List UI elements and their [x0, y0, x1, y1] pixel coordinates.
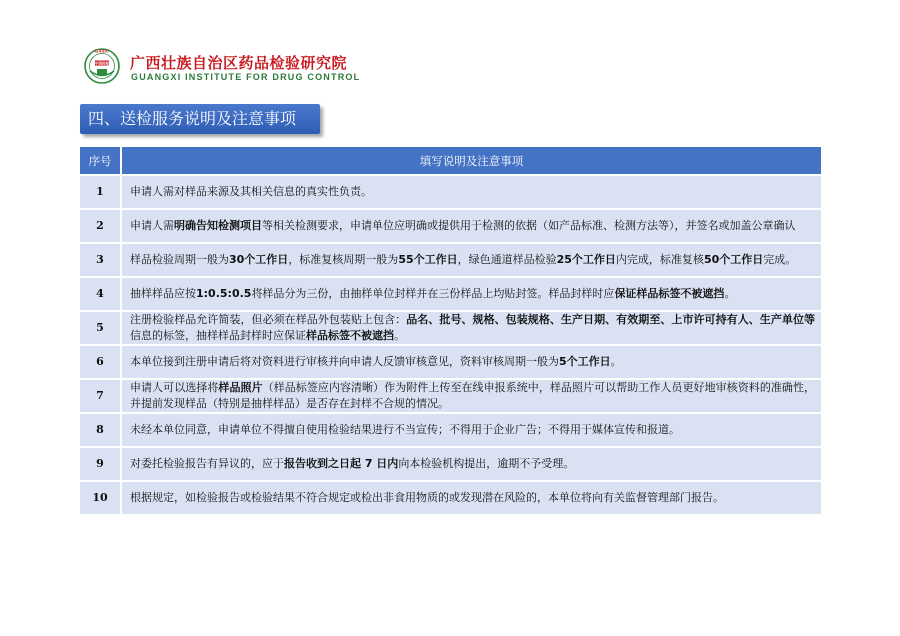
table-row [80, 448, 823, 482]
emphasis-text: 报告收到之日起 7 日内 [284, 457, 399, 470]
org-name-cn: 广西壮族自治区药品检验研究院 [130, 54, 348, 72]
emphasis-text: 30个工作日 [229, 253, 289, 266]
header-number: 序号 [80, 147, 122, 176]
row-number: 9 [80, 448, 122, 482]
header-description: 填写说明及注意事项 [122, 147, 823, 176]
description-text: 信息的标签，抽样样品封样时应保证 [130, 329, 306, 342]
emphasis-text: 50个工作日 [703, 253, 764, 266]
table-row [80, 482, 823, 516]
description-text: 内完成，标准复核 [615, 253, 704, 266]
description-text: 抽样样品应按 [130, 287, 196, 300]
description-text: 注册检验样品允许简装，但必须在样品外包装贴上包含： [130, 313, 407, 326]
description-text: 样品检验周期一般为 [130, 253, 229, 266]
description-text: 。 [724, 287, 736, 300]
description-text: 。 [610, 355, 622, 368]
row-description [122, 312, 823, 346]
notes-table [80, 147, 823, 516]
row-number: 3 [80, 244, 122, 278]
section-title: 四、送检服务说明及注意事项 [80, 104, 320, 134]
table-row [80, 176, 823, 210]
row-description [122, 380, 823, 414]
description-text: 未经本单位同意，申请单位不得擅自使用检验结果进行不当宣传；不得用于企业广告；不得用于媒体宣传和报道。 [130, 423, 680, 436]
table-row [80, 210, 823, 244]
emphasis-text: 5个工作日 [559, 355, 611, 368]
description-text: 。 [394, 329, 405, 342]
row-number: 1 [80, 176, 122, 210]
description-text: 本单位接到注册申请后将对资料进行审核并向申请人反馈审核意见，资料审核周期一般为 [130, 355, 559, 368]
row-number: 2 [80, 210, 122, 244]
row-number: 7 [80, 380, 122, 414]
table-row [80, 380, 823, 414]
row-number: 5 [80, 312, 122, 346]
table-row [80, 312, 823, 346]
description-text: 向本检验机构提出，逾期不予受理。 [398, 457, 575, 470]
emphasis-text: 样品照片 [218, 381, 263, 394]
row-description [122, 278, 823, 312]
description-text: 对委托检验报告有异议的，应于 [130, 457, 284, 470]
emphasis-text: 样品标签不被遮挡 [306, 329, 394, 342]
description-text: （样品标签应内容清晰）作为附件上传至在线申报系统中，样品照片可以帮助工作人员更好地审核资料的准确性，并提前发现样品（特别是抽样样品）是否存在封样不合规的情况。 [130, 381, 816, 410]
institute-logo [82, 46, 122, 86]
row-description [122, 448, 823, 482]
row-number: 10 [80, 482, 122, 516]
table-row [80, 346, 823, 380]
description-text: 等相关检测要求，申请单位应明确或提供用于检测的依据（如产品标准、检测方法等），并签名或加盖公章确认 [262, 219, 796, 232]
emphasis-text: 保证样品标签不被遮挡 [614, 287, 725, 300]
description-text: 申请人需 [130, 219, 174, 232]
logo-text-top: GXIDC [94, 48, 110, 54]
emphasis-text: 明确告知检测项目 [174, 219, 262, 232]
table-row [80, 278, 823, 312]
description-text: 完成。 [763, 253, 797, 266]
table-row [80, 244, 823, 278]
emphasis-text: 25个工作日 [556, 253, 616, 266]
description-text: 申请人可以选择将 [130, 381, 219, 394]
emphasis-text: 55个工作日 [398, 253, 458, 266]
row-description [122, 414, 823, 448]
description-text: 根据规定，如检验报告或检验结果不符合规定或检出非食用物质的或发现潜在风险的，本单位将向有关监督管理部门报告。 [130, 491, 724, 504]
emphasis-text: 品名、批号、规格、包装规格、生产日期、有效期至、上市许可持有人、生产单位等 [406, 313, 816, 326]
row-description [122, 176, 823, 210]
emphasis-text: 1:0.5:0.5 [196, 287, 252, 300]
description-text: ，绿色通道样品检验 [457, 253, 557, 266]
row-number: 4 [80, 278, 122, 312]
description-text: 申请人需对样品来源及其相关信息的真实性负责。 [130, 185, 372, 198]
logo-text-mid: 中国药检 [95, 61, 109, 66]
row-description [122, 210, 823, 244]
description-text: ，标准复核周期一般为 [288, 253, 399, 266]
org-name-en: GUANGXI INSTITUTE FOR DRUG CONTROL [131, 72, 361, 82]
row-description [122, 482, 823, 516]
row-description [122, 244, 823, 278]
row-description [122, 346, 823, 380]
row-number: 8 [80, 414, 122, 448]
description-text: 将样品分为三份，由抽样单位封样并在三份样品上均贴封签。样品封样时应 [251, 287, 615, 300]
row-number: 6 [80, 346, 122, 380]
table-row [80, 414, 823, 448]
table-header-row [80, 147, 823, 176]
